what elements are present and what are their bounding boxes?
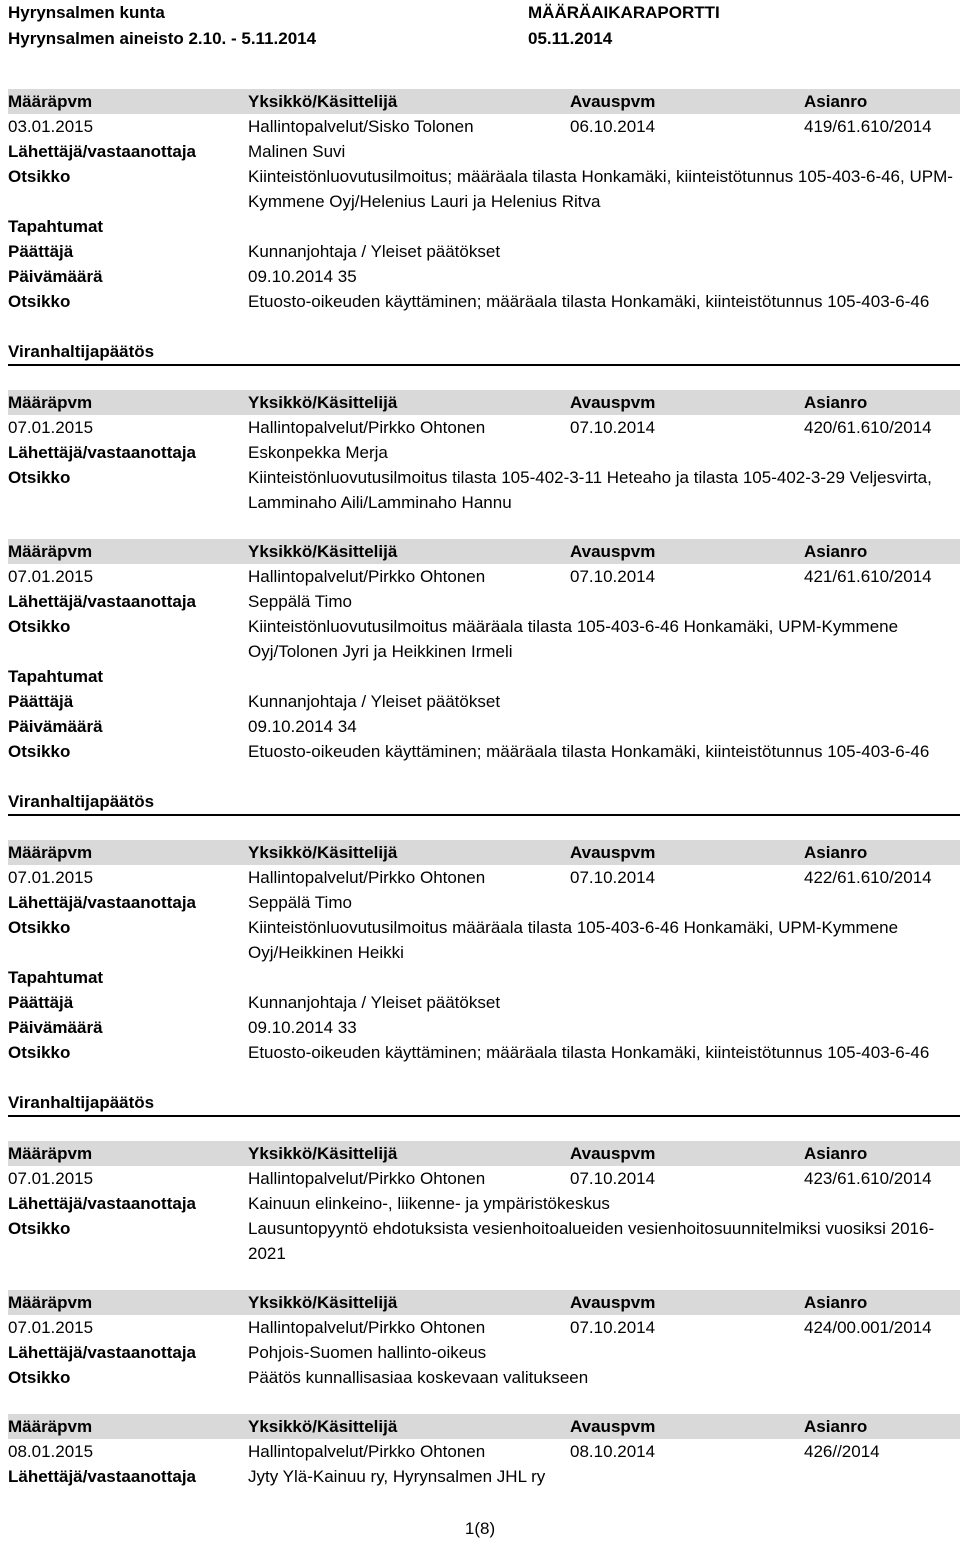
record-column-headers — [8, 539, 960, 564]
col-avauspvm: Avauspvm — [570, 1144, 656, 1163]
event-otsikko-label: Otsikko — [8, 292, 71, 311]
event-otsikko-value: Etuosto-oikeuden käyttäminen; määräala tilasta Honkamäki, kiinteistötunnus 105-403-6-46 — [248, 292, 930, 311]
asianro-value: 422/61.610/2014 — [804, 868, 932, 887]
avauspvm-value: 07.10.2014 — [570, 418, 656, 437]
col-yksikko: Yksikkö/Käsittelijä — [248, 393, 398, 412]
record-values — [8, 1166, 960, 1191]
otsikko-value: Kiinteistönluovutusilmoitus määräala tilasta 105-403-6-46 Honkamäki, UPM-Kymmene Oyj/Heikkinen Heikki — [248, 918, 899, 962]
record — [8, 1414, 960, 1489]
lahettaja-row — [8, 139, 960, 164]
otsikko-row — [8, 164, 960, 214]
paattaja-value: Kunnanjohtaja / Yleiset päätökset — [248, 692, 501, 711]
avauspvm-value: 07.10.2014 — [570, 567, 656, 586]
paivamaara-row — [8, 714, 960, 739]
record-values — [8, 865, 960, 890]
tapahtumat-row — [8, 664, 960, 689]
col-avauspvm: Avauspvm — [570, 542, 656, 561]
event-otsikko-value: Etuosto-oikeuden käyttäminen; määräala tilasta Honkamäki, kiinteistötunnus 105-403-6-46 — [248, 1043, 930, 1062]
avauspvm-value: 07.10.2014 — [570, 1169, 656, 1188]
yksikko-value: Hallintopalvelut/Pirkko Ohtonen — [248, 418, 486, 437]
lahettaja-value: Eskonpekka Merja — [248, 443, 388, 462]
lahettaja-label: Lähettäjä/vastaanottaja — [8, 592, 197, 611]
paivamaara-label: Päivämäärä — [8, 267, 103, 286]
asianro-value: 419/61.610/2014 — [804, 117, 932, 136]
otsikko-row — [8, 915, 960, 965]
avauspvm-value: 07.10.2014 — [570, 1318, 656, 1337]
record-values — [8, 1439, 960, 1464]
avauspvm-value: 07.10.2014 — [570, 868, 656, 887]
paivamaara-value: 09.10.2014 35 — [248, 267, 357, 286]
asianro-value: 426//2014 — [804, 1442, 880, 1461]
report-title: MÄÄRÄAIKARAPORTTI — [528, 3, 720, 22]
col-avauspvm: Avauspvm — [570, 1293, 656, 1312]
col-asianro: Asianro — [804, 393, 868, 412]
maarapvm-value: 07.01.2015 — [8, 1169, 94, 1188]
report-range: Hyrynsalmen aineisto 2.10. - 5.11.2014 — [8, 29, 317, 48]
col-yksikko: Yksikkö/Käsittelijä — [248, 1144, 398, 1163]
otsikko-row — [8, 1365, 960, 1390]
col-avauspvm: Avauspvm — [570, 393, 656, 412]
col-yksikko: Yksikkö/Käsittelijä — [248, 92, 398, 111]
report-date: 05.11.2014 — [528, 29, 613, 48]
lahettaja-label: Lähettäjä/vastaanottaja — [8, 443, 197, 462]
maarapvm-value: 07.01.2015 — [8, 868, 94, 887]
paivamaara-value: 09.10.2014 34 — [248, 717, 357, 736]
lahettaja-row — [8, 589, 960, 614]
col-asianro: Asianro — [804, 92, 868, 111]
paivamaara-row — [8, 1015, 960, 1040]
col-avauspvm: Avauspvm — [570, 92, 656, 111]
col-yksikko: Yksikkö/Käsittelijä — [248, 1417, 398, 1436]
header-row-2 — [8, 26, 952, 52]
maarapvm-value: 07.01.2015 — [8, 567, 94, 586]
lahettaja-label: Lähettäjä/vastaanottaja — [8, 893, 197, 912]
otsikko-row — [8, 465, 960, 515]
col-maarapvm: Määräpvm — [8, 843, 93, 862]
col-maarapvm: Määräpvm — [8, 1417, 93, 1436]
otsikko-row — [8, 614, 960, 664]
asianro-value: 420/61.610/2014 — [804, 418, 932, 437]
otsikko-value: Kiinteistönluovutusilmoitus; määräala tilasta Honkamäki, kiinteistötunnus 105-403-6-46, UPM-Kymmene Oyj/Helenius Lauri ja Helenius Ritva — [248, 167, 953, 211]
otsikko-label: Otsikko — [8, 167, 71, 186]
col-asianro: Asianro — [804, 1417, 868, 1436]
col-asianro: Asianro — [804, 542, 868, 561]
lahettaja-value: Kainuun elinkeino-, liikenne- ja ympäristökeskus — [248, 1194, 610, 1213]
otsikko-label: Otsikko — [8, 918, 71, 937]
col-maarapvm: Määräpvm — [8, 1144, 93, 1163]
paattaja-row — [8, 689, 960, 714]
paivamaara-label: Päivämäärä — [8, 717, 103, 736]
col-maarapvm: Määräpvm — [8, 393, 93, 412]
maarapvm-value: 03.01.2015 — [8, 117, 94, 136]
record — [8, 840, 960, 1141]
maarapvm-value: 08.01.2015 — [8, 1442, 94, 1461]
paattaja-row — [8, 239, 960, 264]
viranhaltijapaatos-row — [8, 339, 960, 366]
record — [8, 89, 960, 390]
tapahtumat-label: Tapahtumat — [8, 667, 104, 686]
otsikko-value: Kiinteistönluovutusilmoitus tilasta 105-402-3-11 Heteaho ja tilasta 105-402-3-29 Veljesvirta, Lamminaho Aili/Lamminaho Hannu — [248, 468, 932, 512]
record-values — [8, 114, 960, 139]
lahettaja-label: Lähettäjä/vastaanottaja — [8, 142, 197, 161]
event-otsikko-row — [8, 739, 960, 789]
paattaja-label: Päättäjä — [8, 993, 74, 1012]
event-otsikko-label: Otsikko — [8, 1043, 71, 1062]
viranhaltijapaatos-label: Viranhaltijapäätös — [8, 1093, 155, 1112]
page-number: 1(8) — [464, 1519, 496, 1538]
col-asianro: Asianro — [804, 1144, 868, 1163]
lahettaja-row — [8, 1191, 960, 1216]
record — [8, 539, 960, 840]
paattaja-label: Päättäjä — [8, 692, 74, 711]
viranhaltijapaatos-row — [8, 1090, 960, 1117]
avauspvm-value: 06.10.2014 — [570, 117, 656, 136]
paivamaara-row — [8, 264, 960, 289]
event-otsikko-row — [8, 289, 960, 339]
event-otsikko-row — [8, 1040, 960, 1090]
paattaja-value: Kunnanjohtaja / Yleiset päätökset — [248, 242, 501, 261]
record-column-headers — [8, 840, 960, 865]
header-row-1 — [8, 0, 952, 26]
record-values — [8, 415, 960, 440]
tapahtumat-row — [8, 214, 960, 239]
record — [8, 1290, 960, 1414]
viranhaltijapaatos-row — [8, 789, 960, 816]
yksikko-value: Hallintopalvelut/Pirkko Ohtonen — [248, 1169, 486, 1188]
lahettaja-label: Lähettäjä/vastaanottaja — [8, 1343, 197, 1362]
asianro-value: 423/61.610/2014 — [804, 1169, 932, 1188]
otsikko-label: Otsikko — [8, 617, 71, 636]
paattaja-value: Kunnanjohtaja / Yleiset päätökset — [248, 993, 501, 1012]
paattaja-row — [8, 990, 960, 1015]
otsikko-label: Otsikko — [8, 1368, 71, 1387]
lahettaja-value: Malinen Suvi — [248, 142, 346, 161]
otsikko-label: Otsikko — [8, 468, 71, 487]
lahettaja-row — [8, 440, 960, 465]
otsikko-value: Lausuntopyyntö ehdotuksista vesienhoitoalueiden vesienhoitosuunnitelmiksi vuosiksi 2016-2021 — [248, 1219, 935, 1263]
record-column-headers — [8, 1141, 960, 1166]
lahettaja-label: Lähettäjä/vastaanottaja — [8, 1467, 197, 1486]
tapahtumat-label: Tapahtumat — [8, 217, 104, 236]
record-column-headers — [8, 1414, 960, 1439]
record — [8, 1141, 960, 1290]
yksikko-value: Hallintopalvelut/Pirkko Ohtonen — [248, 868, 486, 887]
org-name: Hyrynsalmen kunta — [8, 3, 165, 22]
record-values — [8, 564, 960, 589]
col-yksikko: Yksikkö/Käsittelijä — [248, 843, 398, 862]
otsikko-value: Kiinteistönluovutusilmoitus määräala tilasta 105-403-6-46 Honkamäki, UPM-Kymmene Oyj/Tolonen Jyri ja Heikkinen Irmeli — [248, 617, 899, 661]
avauspvm-value: 08.10.2014 — [570, 1442, 656, 1461]
lahettaja-value: Jyty Ylä-Kainuu ry, Hyrynsalmen JHL ry — [248, 1467, 546, 1486]
asianro-value: 424/00.001/2014 — [804, 1318, 932, 1337]
col-yksikko: Yksikkö/Käsittelijä — [248, 1293, 398, 1312]
event-otsikko-value: Etuosto-oikeuden käyttäminen; määräala tilasta Honkamäki, kiinteistötunnus 105-403-6-46 — [248, 742, 930, 761]
otsikko-label: Otsikko — [8, 1219, 71, 1238]
col-maarapvm: Määräpvm — [8, 542, 93, 561]
lahettaja-row — [8, 1464, 960, 1489]
lahettaja-value: Seppälä Timo — [248, 893, 352, 912]
viranhaltijapaatos-label: Viranhaltijapäätös — [8, 792, 155, 811]
paattaja-label: Päättäjä — [8, 242, 74, 261]
yksikko-value: Hallintopalvelut/Pirkko Ohtonen — [248, 1442, 486, 1461]
lahettaja-label: Lähettäjä/vastaanottaja — [8, 1194, 197, 1213]
otsikko-row — [8, 1216, 960, 1266]
col-asianro: Asianro — [804, 843, 868, 862]
lahettaja-row — [8, 890, 960, 915]
lahettaja-value: Seppälä Timo — [248, 592, 352, 611]
col-avauspvm: Avauspvm — [570, 1417, 656, 1436]
otsikko-value: Päätös kunnallisasiaa koskevaan valitukseen — [248, 1368, 589, 1387]
lahettaja-row — [8, 1340, 960, 1365]
record-column-headers — [8, 390, 960, 415]
record — [8, 390, 960, 539]
paivamaara-value: 09.10.2014 33 — [248, 1018, 357, 1037]
yksikko-value: Hallintopalvelut/Pirkko Ohtonen — [248, 567, 486, 586]
col-asianro: Asianro — [804, 1293, 868, 1312]
record-values — [8, 1315, 960, 1340]
record-column-headers — [8, 1290, 960, 1315]
record-list — [8, 89, 960, 1489]
maarapvm-value: 07.01.2015 — [8, 418, 94, 437]
paivamaara-label: Päivämäärä — [8, 1018, 103, 1037]
tapahtumat-label: Tapahtumat — [8, 968, 104, 987]
asianro-value: 421/61.610/2014 — [804, 567, 932, 586]
record-column-headers — [8, 89, 960, 114]
yksikko-value: Hallintopalvelut/Pirkko Ohtonen — [248, 1318, 486, 1337]
col-avauspvm: Avauspvm — [570, 843, 656, 862]
col-maarapvm: Määräpvm — [8, 1293, 93, 1312]
event-otsikko-label: Otsikko — [8, 742, 71, 761]
col-maarapvm: Määräpvm — [8, 92, 93, 111]
col-yksikko: Yksikkö/Käsittelijä — [248, 542, 398, 561]
viranhaltijapaatos-label: Viranhaltijapäätös — [8, 342, 155, 361]
maarapvm-value: 07.01.2015 — [8, 1318, 94, 1337]
tapahtumat-row — [8, 965, 960, 990]
yksikko-value: Hallintopalvelut/Sisko Tolonen — [248, 117, 474, 136]
lahettaja-value: Pohjois-Suomen hallinto-oikeus — [248, 1343, 487, 1362]
